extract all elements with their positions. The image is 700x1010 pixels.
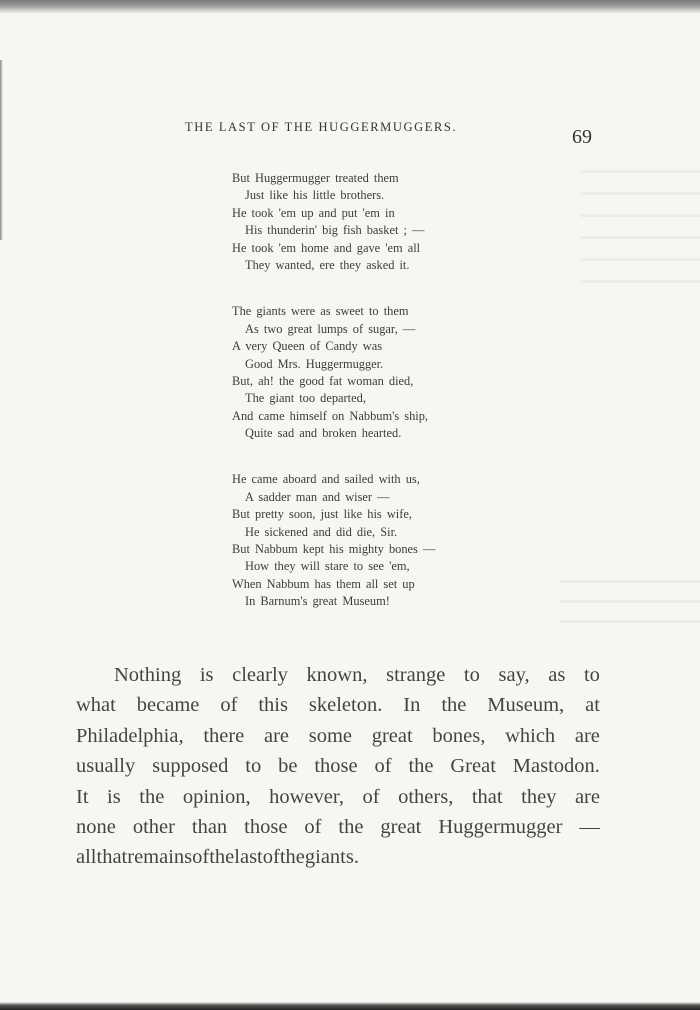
prose-word: say, — [498, 664, 530, 686]
prose-word: than — [191, 815, 228, 838]
prose-word: the — [338, 815, 364, 838]
prose-word: remains — [127, 846, 193, 869]
prose-word: what — [76, 694, 116, 717]
poem-stanza-3 — [232, 471, 435, 610]
poem-line: But Huggermugger treated them — [232, 171, 399, 185]
page-bottom-edge — [0, 1002, 700, 1010]
poem-line: His thunderin' big fish basket ; — — [245, 223, 425, 238]
poem-line: He took 'em home and gave 'em all — [232, 240, 421, 255]
prose-word: as — [548, 664, 566, 686]
prose-word: they — [521, 785, 557, 808]
poem-line: Quite sad and broken hearted. — [245, 426, 402, 441]
poem-line: They wanted, ere they asked it. — [245, 257, 410, 272]
show-through-texture — [580, 170, 700, 290]
prose-word: which — [505, 724, 556, 747]
prose-word: some — [308, 724, 353, 747]
prose-word: strange — [386, 664, 446, 686]
prose-word: opinion, — [182, 785, 251, 808]
prose-word: none — [76, 815, 116, 838]
prose-word: at — [585, 694, 600, 717]
poem-line: A sadder man and wiser — — [245, 489, 390, 504]
prose-paragraph — [76, 660, 600, 873]
prose-word: supposed — [152, 755, 229, 778]
poem-line: He took 'em up and put 'em in — [232, 205, 395, 220]
poem-stanza-2 — [232, 303, 435, 442]
prose-word: that — [471, 785, 503, 808]
prose-line — [76, 721, 600, 751]
poem-line: He sickened and did die, Sir. — [245, 524, 398, 539]
prose-word: great — [371, 724, 413, 747]
poem-stanza-1 — [232, 170, 435, 274]
prose-word: are — [574, 785, 600, 808]
prose-word: be — [278, 755, 298, 778]
show-through-texture-lower — [560, 580, 700, 640]
prose-word: however, — [269, 785, 344, 808]
prose-line — [76, 660, 600, 690]
prose-line — [76, 812, 600, 842]
prose-word: of — [220, 694, 238, 717]
poem-line: A very Queen of Candy was — [232, 339, 383, 354]
prose-word: to — [463, 664, 480, 686]
prose-line — [76, 690, 600, 720]
poem-line: The giant too departed, — [245, 391, 366, 406]
prose-word: Museum, — [487, 694, 565, 717]
prose-word: this — [258, 694, 288, 717]
prose-word: last — [234, 846, 263, 869]
prose-word: giants. — [304, 846, 359, 869]
page-number: 69 — [572, 126, 592, 148]
prose-word: clearly — [232, 664, 288, 686]
prose-word: are — [264, 724, 290, 747]
prose-word: Huggermugger — [438, 815, 563, 838]
prose-word: others, — [398, 785, 454, 808]
poem-line: When Nabbum has them all set up — [232, 576, 415, 591]
poem-line: As two great lumps of sugar, — — [245, 321, 416, 336]
poem-line: But Nabbum kept his mighty bones — — [232, 542, 436, 557]
prose-word: Philadelphia, — [76, 724, 184, 747]
prose-word: are — [574, 724, 600, 747]
prose-word: that — [96, 846, 128, 869]
prose-word: there — [203, 724, 245, 747]
prose-word: Great — [450, 755, 496, 778]
running-head: THE LAST OF THE HUGGERMUGGERS. — [185, 120, 458, 134]
poem-line: Just like his little brothers. — [245, 188, 385, 203]
prose-word: — — [579, 815, 600, 838]
prose-word: other — [132, 815, 175, 838]
prose-word: the — [209, 846, 235, 869]
poem-line: But pretty soon, just like his wife, — [232, 507, 412, 522]
page-top-edge — [0, 0, 700, 14]
poem-line: But, ah! the good fat woman died, — [232, 373, 414, 388]
prose-word: of — [192, 846, 210, 869]
poem-line: The giants were as sweet to them — [232, 304, 409, 319]
prose-word: became — [136, 694, 200, 717]
prose-word: to — [583, 664, 600, 686]
prose-word: skeleton. — [308, 694, 383, 717]
poem-line: In Barnum's great Museum! — [245, 594, 390, 609]
prose-word: to — [245, 755, 262, 778]
prose-line — [76, 751, 600, 781]
prose-word: all — [76, 846, 97, 869]
prose-word: the — [408, 755, 434, 778]
prose-line — [76, 782, 600, 812]
prose-word: the — [441, 694, 467, 717]
prose-word: the — [279, 846, 305, 869]
poem-line: He came aboard and sailed with us, — [232, 472, 420, 487]
prose-word: is — [199, 664, 214, 686]
prose-word: usually — [76, 755, 136, 778]
prose-word: bones, — [432, 724, 486, 747]
prose-word: of — [262, 846, 280, 869]
prose-word: known, — [306, 664, 368, 686]
prose-word: of — [304, 815, 322, 838]
prose-word: great — [380, 815, 422, 838]
prose-word: those — [314, 755, 358, 778]
poem-line: And came himself on Nabbum's ship, — [232, 408, 428, 423]
prose-word: the — [139, 785, 165, 808]
poem-line: Good Mrs. Huggermugger. — [245, 356, 384, 371]
prose-word: Mastodon. — [512, 755, 600, 778]
prose-word: It — [76, 785, 89, 808]
prose-word: of — [374, 755, 392, 778]
prose-line — [76, 842, 600, 872]
poem — [232, 170, 435, 640]
poem-line: How they will stare to see 'em, — [245, 559, 410, 574]
prose-word: of — [362, 785, 380, 808]
page-binding-shadow — [0, 60, 3, 240]
prose-word: those — [244, 815, 288, 838]
prose-word: is — [107, 785, 121, 808]
prose-word: Nothing — [114, 664, 182, 686]
prose-word: In — [403, 694, 421, 717]
